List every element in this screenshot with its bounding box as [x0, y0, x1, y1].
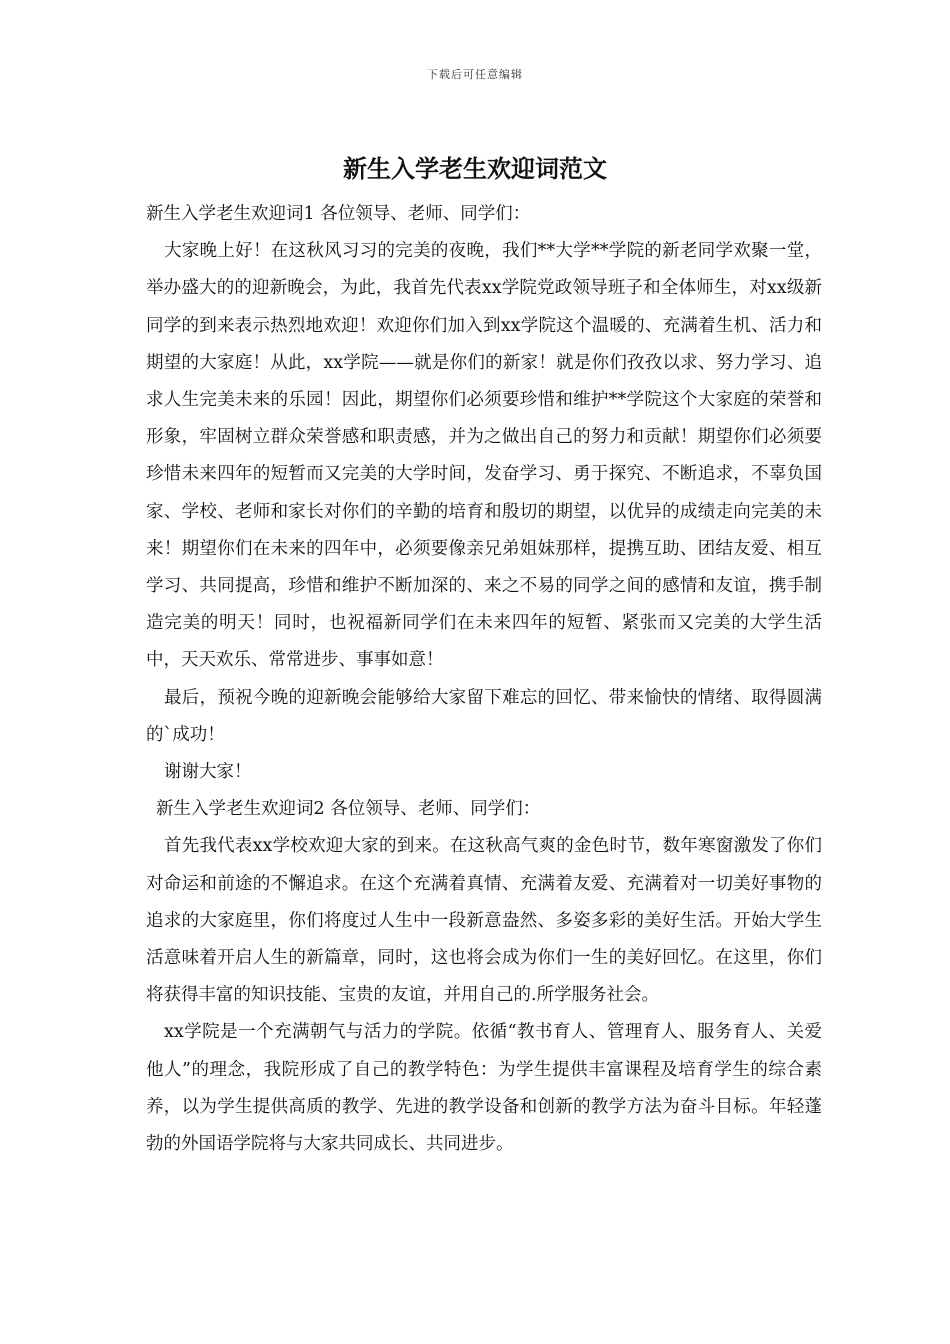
document-title: 新生入学老生欢迎词范文	[343, 154, 607, 183]
paragraph: 大家晚上好！在这秋风习习的完美的夜晚，我们**大学**学院的新老同学欢聚一堂，举办盛大的的迎新晚会，为此，我首先代表xx学院党政领导班子和全体师生，对xx级新同学的到来表示热烈地欢迎！欢迎你们加入到xx学院这个温暖的、充满着生机、活力和期望的大家庭！从此，xx学院——就是你们的新家！就是你们孜孜以求、努力学习、追求人生完美未来的乐园！因此，期望你们必须要珍惜和维护**学院这个大家庭的荣誉和形象，牢固树立群众荣誉感和职责感，并为之做出自己的努力和贡献！期望你们必须要珍惜未来四年的短暂而又完美的大学时间，发奋学习、勇于探究、不断追求，不辜负国家、学校、老师和家长对你们的辛勤的培育和殷切的期望，以优异的成绩走向完美的未来！期望你们在未来的四年中，必须要像亲兄弟姐妹那样，提携互助、团结友爱、相互学习、共同提高，珍惜和维护不断加深的、来之不易的同学之间的感情和友谊，携手制造完美的明天！同时，也祝福新同学们在未来四年的短暂、紧张而又完美的大学生活中，天天欢乐、常常进步、事事如意！	[146, 241, 822, 671]
paragraph: 谢谢大家！	[164, 762, 252, 783]
header-note: 下载后可任意编辑	[427, 68, 523, 81]
paragraph-heading-1: 新生入学老生欢迎词1 各位领导、老师、同学们：	[146, 204, 531, 224]
paragraph: 最后，预祝今晚的迎新晚会能够给大家留下难忘的回忆、带来愉快的情绪、取得圆满的`成功！	[146, 687, 822, 745]
paragraph: 首先我代表xx学校欢迎大家的到来。在这秋高气爽的金色时节，数年寒窗激发了你们对命运和前途的不懈追求。在这个充满着真情、充满着友爱、充满着对一切美好事物的追求的大家庭里，你们将度过人生中一段新意盎然、多姿多彩的美好生活。开始大学生活意味着开启人生的新篇章，同时，这也将会成为你们一生的美好回忆。在这里，你们将获得丰富的知识技能、宝贵的友谊，并用自己的.所学服务社会。	[146, 836, 822, 1006]
paragraph: xx学院是一个充满朝气与活力的学院。依循“教书育人、管理育人、服务育人、关爱他人”的理念，我院形成了自己的教学特色：为学生提供丰富课程及培育学生的综合素养，以为学生提供高质的教学、先进的教学设备和创新的教学方法为奋斗目标。年轻蓬勃的外国语学院将与大家共同成长、共同进步。	[146, 1022, 822, 1155]
paragraph-heading-2: 新生入学老生欢迎词2 各位领导、老师、同学们：	[156, 799, 541, 820]
document-body	[146, 196, 822, 1163]
